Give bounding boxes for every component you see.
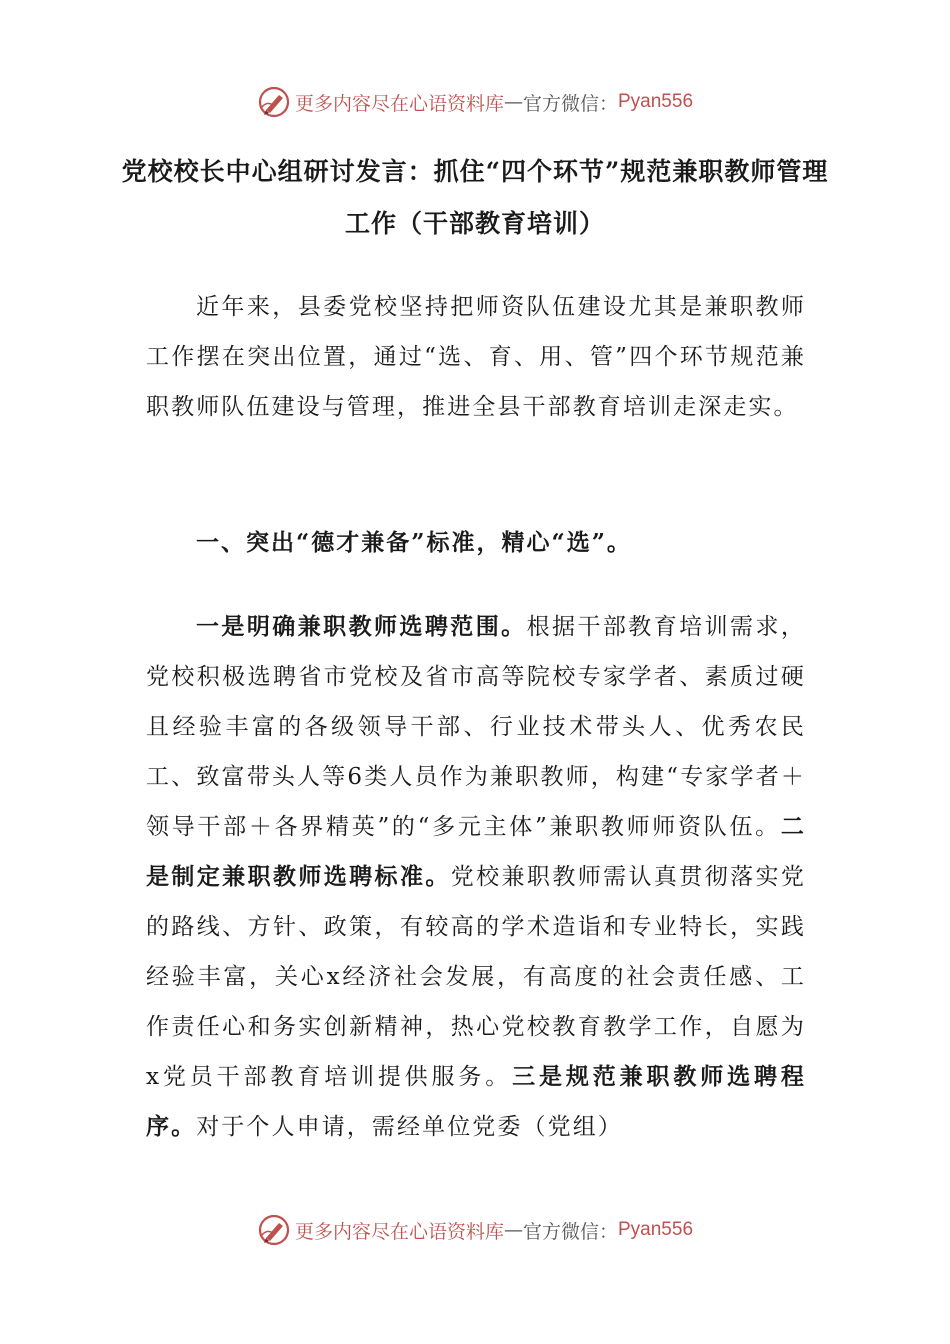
banner-wechat-id: Pyan556 xyxy=(618,1219,694,1240)
point-1-lead: 一是明确兼职教师选聘范围。 xyxy=(196,613,527,640)
point-2-text: 党校兼职教师需认真贯彻落实党的路线、方针、政策，有较高的学术造诣和专业特长，实践经验丰富，关心x经济社会发展，有高度的社会责任感、工作责任心和务实创新精神，热心党校教育教学工作，自愿为x党员干部教育培训提供服务。 xyxy=(146,864,806,1090)
banner-text: 更多内容尽在心语资料库 xyxy=(294,92,504,115)
pen-circle-logo-icon xyxy=(257,85,291,119)
point-3-lead: 三是规范兼职教师选聘程序。 xyxy=(146,1063,806,1140)
banner-wechat-label: 官方微信： xyxy=(522,1220,618,1243)
point-3-text: 对于个人申请，需经单位党委（党组） xyxy=(196,1114,623,1140)
footer-banner xyxy=(0,1212,950,1248)
header-banner xyxy=(0,84,950,120)
banner-text: 更多内容尽在心语资料库 xyxy=(294,1220,504,1243)
section-1-heading: 一、突出“德才兼备”标准，精心“选”。 xyxy=(196,529,632,556)
point-2-lead: 二是制定兼职教师选聘标准。 xyxy=(146,813,806,890)
banner-wechat-label: 官方微信： xyxy=(522,92,618,115)
point-1-text: 根据干部教育培训需求，党校积极选聘省市党校及省市高等院校专家学者、素质过硬且经验丰富的各级领导干部、行业技术带头人、优秀农民工、致富带头人等6类人员作为兼职教师，构建“专家学者＋领导干部＋各界精英”的“多元主体”兼职教师师资队伍。 xyxy=(146,614,806,840)
banner-separator: — xyxy=(503,1219,523,1241)
pen-circle-logo-icon xyxy=(257,1213,291,1247)
section-1-paragraph xyxy=(146,602,806,1152)
banner-wechat-id: Pyan556 xyxy=(618,91,694,112)
intro-paragraph: 近年来，县委党校坚持把师资队伍建设尤其是兼职教师工作摆在突出位置，通过“选、育、用、管”四个环节规范兼职教师队伍建设与管理，推进全县干部教育培训走深走实。 xyxy=(146,294,806,420)
document-title: 党校校长中心组研讨发言：抓住“四个环节”规范兼职教师管理工作（干部教育培训） xyxy=(121,157,829,238)
banner-separator: — xyxy=(503,91,523,113)
